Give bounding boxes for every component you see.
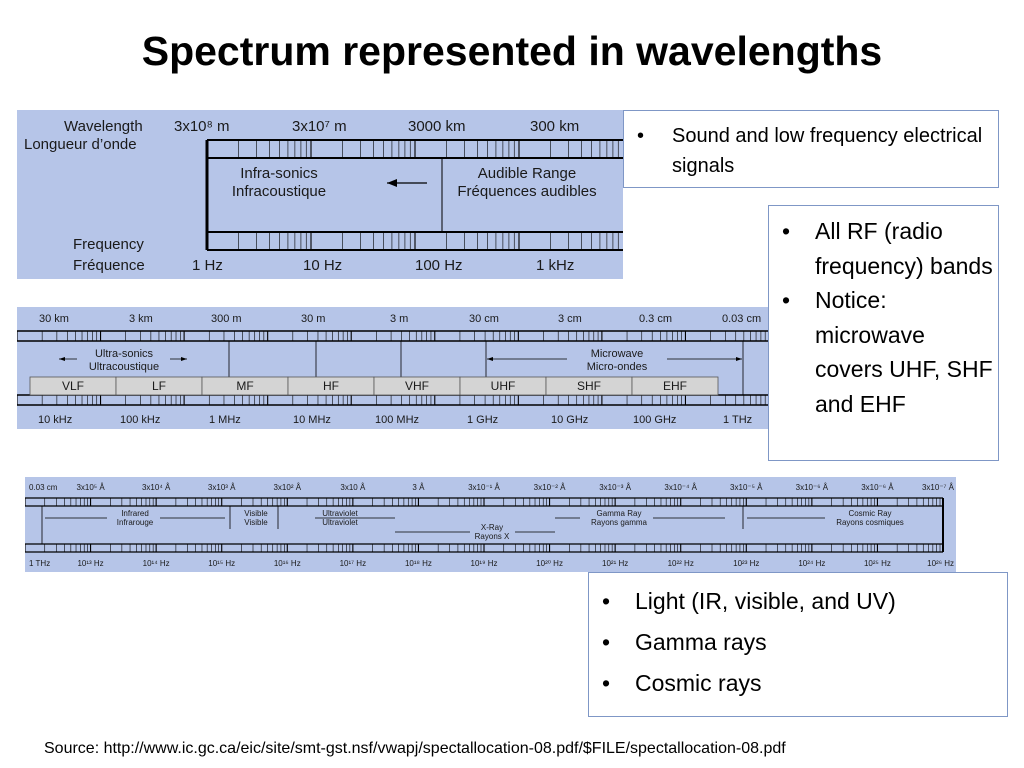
wavelength-tick-label: 3 cm — [558, 313, 582, 325]
cosmic-ray-label-fr: Rayons cosmiques — [836, 518, 904, 527]
frequency-tick-label: 1 MHz — [209, 414, 241, 426]
frequency-tick-label: 100 kHz — [120, 414, 161, 426]
frequency-tick-label: 10¹⁸ Hz — [404, 559, 432, 568]
audible-range-label-fr: Fréquences audibles — [457, 183, 597, 200]
wavelength-tick-label: 3x10⁵ Å — [76, 483, 105, 492]
wavelength-tick-label: 30 km — [39, 313, 69, 325]
ultrasonics-label: Ultra-sonics — [94, 348, 154, 360]
callout-bullet: • Cosmic rays — [589, 663, 1007, 704]
wavelength-tick-label: 3x10⁻⁷ Å — [921, 483, 954, 492]
ultraviolet-label-fr: Ultraviolet — [322, 518, 358, 527]
wavelength-tick-label: 3x10⁻¹ Å — [468, 483, 500, 492]
infrasonics-label-fr: Infracoustique — [231, 183, 327, 200]
wavelength-tick-label: 0.03 cm — [29, 483, 58, 492]
infrasonics-label: Infra-sonics — [240, 165, 318, 182]
frequency-tick-label: 100 Hz — [415, 257, 463, 274]
frequency-tick-label: 10¹⁷ Hz — [339, 559, 367, 568]
frequency-tick-label: 10¹⁵ Hz — [208, 559, 236, 568]
slide-title: Spectrum represented in wavelengths — [141, 28, 883, 74]
frequency-tick-label: 1 Hz — [192, 257, 223, 274]
wavelength-tick-label: 3x10⁷ m — [292, 118, 347, 135]
wavelength-tick-label: 3x10⁻⁵ Å — [730, 483, 763, 492]
spectrum-chart-rf — [17, 307, 769, 429]
frequency-tick-label: 10¹⁶ Hz — [273, 559, 301, 568]
callout-sound — [623, 110, 999, 188]
band-label: VHF — [405, 379, 429, 393]
callout-bullet: • All RF (radio frequency) bands — [769, 214, 998, 283]
frequency-tick-label: 10 MHz — [293, 414, 331, 426]
frequency-tick-label: 10 Hz — [303, 257, 343, 274]
spectrum-panel-light — [25, 477, 956, 572]
wavelength-tick-label: 3x10² Å — [273, 483, 302, 492]
microwave-label: Microwave — [590, 348, 644, 360]
wavelength-tick-label: 3x10⁻² Å — [533, 483, 566, 492]
frequency-tick-label: 10 kHz — [38, 414, 73, 426]
callout-bullet: • Light (IR, visible, and UV) — [589, 581, 1007, 622]
visible-label: Visible — [244, 509, 268, 518]
frequency-tick-label: 1 THz — [29, 559, 51, 568]
wavelength-tick-label: 3x10³ Å — [207, 483, 236, 492]
wavelength-tick-label: 3 m — [390, 313, 409, 325]
frequency-tick-label: 10²⁴ Hz — [798, 559, 826, 568]
wavelength-tick-label: 30 m — [301, 313, 326, 325]
infrared-label: Infrared — [121, 509, 149, 518]
callout-bullet: • Sound and low frequency electrical signals — [624, 121, 998, 181]
wavelength-tick-label: 3x10⁻⁶ Å — [861, 483, 894, 492]
ultraviolet-label: Ultraviolet — [322, 509, 358, 518]
xray-label-fr: Rayons X — [474, 532, 510, 541]
infrared-label-fr: Infrarouge — [116, 518, 154, 527]
wavelength-tick-label: 3 km — [129, 313, 153, 325]
wavelength-tick-label: 3x10⁻³ Å — [599, 483, 632, 492]
frequency-tick-label: 1 GHz — [467, 414, 499, 426]
xray-label: X-Ray — [480, 523, 504, 532]
frequency-tick-label: 100 MHz — [375, 414, 420, 426]
band-label: MF — [236, 379, 254, 393]
gamma-ray-label: Gamma Ray — [596, 509, 642, 518]
frequency-tick-label: 10²¹ Hz — [602, 559, 629, 568]
wavelength-tick-label: 3x10⁻⁴ Å — [664, 483, 698, 492]
visible-label-fr: Visible — [244, 518, 268, 527]
frequency-tick-label: 10 GHz — [551, 414, 589, 426]
frequency-tick-label: 100 GHz — [633, 414, 677, 426]
callout-light — [588, 572, 1008, 717]
frequency-tick-label: 10²⁵ Hz — [863, 559, 891, 568]
callout-bullet: • Notice: microwave covers UHF, SHF and EHF — [769, 283, 998, 421]
frequency-tick-label: 1 kHz — [536, 257, 575, 274]
frequency-tick-label: 10²² Hz — [667, 559, 694, 568]
band-label: VLF — [61, 379, 85, 393]
wavelength-tick-label: 3000 km — [408, 118, 466, 135]
band-label: UHF — [490, 379, 516, 393]
band-label: EHF — [663, 379, 687, 393]
spectrum-chart-sound — [17, 110, 623, 279]
wavelength-label: Wavelength — [64, 118, 143, 135]
audible-range-label: Audible Range — [477, 165, 577, 182]
spectrum-panel-sound — [17, 110, 623, 279]
wavelength-tick-label: 30 cm — [469, 313, 499, 325]
frequency-tick-label: 1 THz — [723, 414, 753, 426]
wavelength-tick-label: 300 m — [211, 313, 242, 325]
wavelength-tick-label: 3x10⁻⁶ Å — [795, 483, 829, 492]
frequency-label: Frequency — [73, 236, 144, 253]
gamma-ray-label-fr: Rayons gamma — [590, 518, 648, 527]
frequency-tick-label: 10¹³ Hz — [77, 559, 104, 568]
ultrasonics-label-fr: Ultracoustique — [88, 361, 160, 373]
wavelength-tick-label: 3x10 Å — [340, 483, 366, 492]
source-citation: Source: http://www.ic.gc.ca/eic/site/smt-gst.nsf/vwapj/spectallocation-08.pdf/$FILE/spectallocation-08.pdf — [44, 740, 786, 757]
callout-bullet: • Gamma rays — [589, 622, 1007, 663]
frequency-tick-label: 10²⁶ Hz — [927, 559, 954, 568]
spectrum-panel-rf — [17, 307, 769, 429]
wavelength-tick-label: 3 Å — [412, 483, 425, 492]
wavelength-tick-label: 0.03 cm — [722, 313, 762, 325]
wavelength-tick-label: 0.3 cm — [639, 313, 673, 325]
cosmic-ray-label: Cosmic Ray — [848, 509, 892, 518]
band-label: SHF — [577, 379, 601, 393]
wavelength-label-fr: Longueur d’onde — [24, 136, 137, 153]
microwave-label-fr: Micro-ondes — [586, 361, 648, 373]
frequency-label-fr: Fréquence — [73, 257, 145, 274]
wavelength-tick-label: 3x10⁴ Å — [141, 483, 171, 492]
wavelength-tick-label: 3x10⁸ m — [174, 118, 230, 135]
frequency-tick-label: 10¹⁴ Hz — [142, 559, 170, 568]
band-label: HF — [323, 379, 339, 393]
callout-rf — [768, 205, 999, 461]
frequency-tick-label: 10²³ Hz — [733, 559, 760, 568]
band-label: LF — [151, 379, 167, 393]
frequency-tick-label: 10²⁰ Hz — [536, 559, 563, 568]
frequency-tick-label: 10¹⁹ Hz — [470, 559, 498, 568]
spectrum-chart-light — [25, 477, 956, 572]
wavelength-tick-label: 300 km — [530, 118, 580, 135]
